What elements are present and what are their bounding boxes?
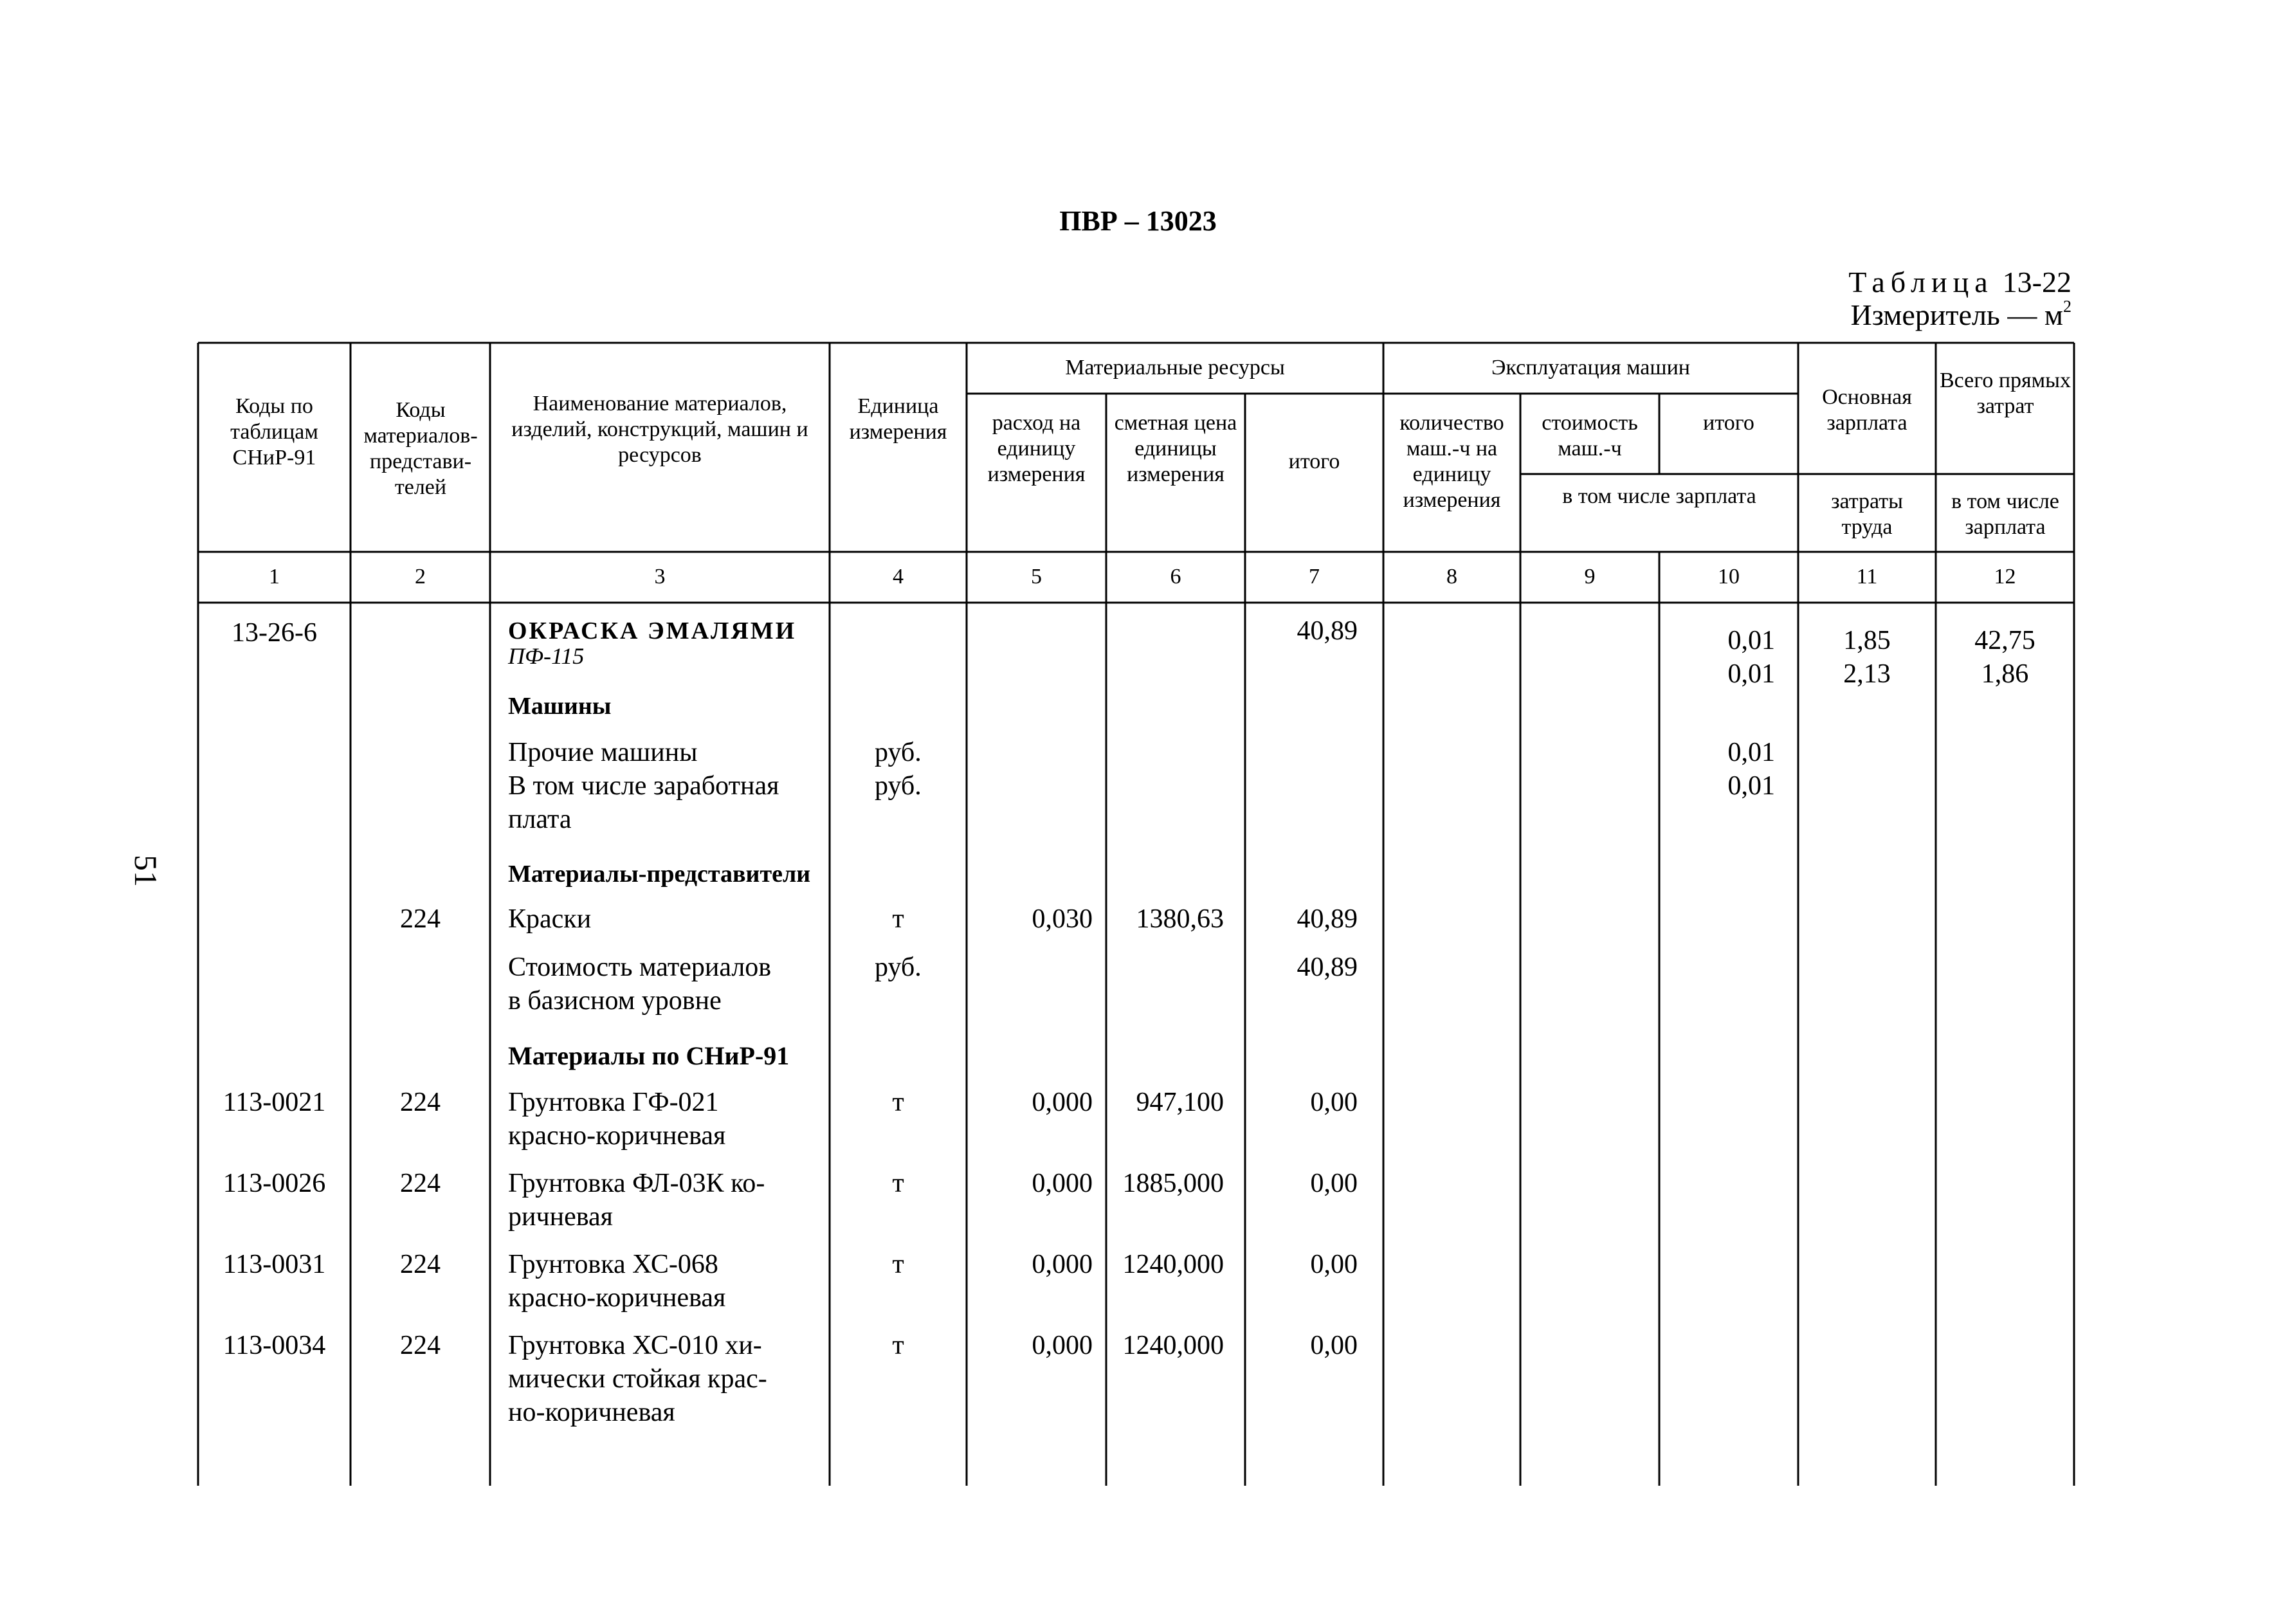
row6-price: 947,100: [1136, 1088, 1224, 1117]
section-machines: Машины: [508, 693, 612, 720]
table-word: Таблица: [1848, 266, 1994, 298]
row1-base-wage: 1,85: [1843, 626, 1891, 655]
row4-rep-code: 224: [400, 904, 441, 934]
col-header-material-total: итого: [1288, 450, 1340, 473]
document-code: ПВР – 13023: [1059, 205, 1217, 237]
col-number-4: 4: [893, 565, 904, 588]
row3-unit: руб.: [875, 771, 922, 801]
row4-name: Краски: [508, 904, 592, 934]
row9-unit: т: [892, 1331, 904, 1360]
row8-total: 0,00: [1310, 1250, 1358, 1279]
unit-text: Измеритель — м: [1850, 298, 2063, 331]
col-header-labor-cost: затраты труда: [1831, 489, 1903, 539]
row9-price: 1240,000: [1122, 1331, 1224, 1360]
col-header-machine-hours: количество маш.-ч на единицу измерения: [1399, 411, 1504, 512]
row1-work-title: ОКРАСКА ЭМАЛЯМИ: [508, 617, 797, 644]
row6-consumption: 0,000: [1032, 1088, 1093, 1117]
row5-name-line2: в базисном уровне: [508, 986, 722, 1016]
row7-consumption: 0,000: [1032, 1169, 1093, 1198]
row6-total: 0,00: [1310, 1088, 1358, 1117]
row5-unit: руб.: [875, 953, 922, 982]
row2-name: Прочие машины: [508, 738, 698, 767]
row6-name-line2: красно-коричневая: [508, 1121, 726, 1151]
row2-machine-total: 0,01: [1727, 738, 1775, 767]
row7-total: 0,00: [1310, 1169, 1358, 1198]
row6-name-line1: Грунтовка ГФ-021: [508, 1088, 719, 1117]
section-snir-materials: Материалы по СНиР-91: [508, 1041, 790, 1070]
row9-name-line2: мически стойкая крас-: [508, 1364, 767, 1394]
col-header-machine-hour-cost: стоимость маш.-ч: [1542, 411, 1638, 461]
row1-machine-wages: 0,01: [1727, 659, 1775, 689]
col-header-machine-total: итого: [1703, 411, 1754, 435]
col-number-5: 5: [1031, 565, 1042, 588]
row6-unit: т: [892, 1088, 904, 1117]
row9-consumption: 0,000: [1032, 1331, 1093, 1360]
row1-direct-wages: 1,86: [1981, 659, 2029, 689]
row9-rep-code: 224: [400, 1331, 441, 1360]
col-number-7: 7: [1309, 565, 1320, 588]
row8-unit: т: [892, 1250, 904, 1279]
row1-labor-cost: 2,13: [1843, 659, 1891, 689]
col-header-total-direct: Всего прямых затрат: [1939, 369, 2071, 418]
row6-snir-code: 113-0021: [223, 1088, 326, 1117]
col-number-10: 10: [1718, 565, 1740, 588]
row1-work-subtitle: ПФ-115: [508, 643, 585, 669]
page-number: 51: [128, 855, 164, 887]
row9-name-line3: но-коричневая: [508, 1398, 675, 1427]
row8-price: 1240,000: [1122, 1250, 1224, 1279]
row1-material-total: 40,89: [1297, 616, 1358, 646]
group-header-material-resources: Материальные ресурсы: [1065, 356, 1285, 379]
row9-total: 0,00: [1310, 1331, 1358, 1360]
col-number-12: 12: [1994, 565, 2016, 588]
row7-snir-code: 113-0026: [223, 1169, 326, 1198]
row8-snir-code: 113-0031: [223, 1250, 326, 1279]
row8-name-line1: Грунтовка ХС-068: [508, 1250, 718, 1279]
row7-unit: т: [892, 1169, 904, 1198]
col-header-name: Наименование материалов, изделий, конструкций, машин и ресурсов: [511, 392, 808, 467]
row5-name-line1: Стоимость материалов: [508, 953, 772, 982]
unit-superscript: 2: [2063, 297, 2071, 316]
col-header-unit: Единица измерения: [849, 394, 947, 444]
row6-rep-code: 224: [400, 1088, 441, 1117]
col-number-11: 11: [1856, 565, 1878, 588]
col-header-base-wage: Основная зарплата: [1822, 385, 1912, 435]
row4-consumption: 0,030: [1032, 904, 1093, 934]
row9-snir-code: 113-0034: [223, 1331, 326, 1360]
col-number-6: 6: [1170, 565, 1181, 588]
row1-machine-total: 0,01: [1727, 626, 1775, 655]
row9-name-line1: Грунтовка ХС-010 хи-: [508, 1331, 762, 1360]
section-representative-materials: Материалы-представители: [508, 861, 811, 888]
row4-price: 1380,63: [1136, 904, 1224, 934]
row7-rep-code: 224: [400, 1169, 441, 1198]
col-number-3: 3: [654, 565, 666, 588]
row8-rep-code: 224: [400, 1250, 441, 1279]
col-number-2: 2: [415, 565, 426, 588]
col-header-consumption: расход на единицу измерения: [987, 411, 1086, 486]
row5-total: 40,89: [1297, 953, 1358, 982]
col-number-8: 8: [1446, 565, 1457, 588]
row2-unit: руб.: [875, 738, 922, 767]
row7-name-line1: Грунтовка ФЛ-03К ко-: [508, 1169, 765, 1198]
row3-name-line1: В том числе заработная: [508, 771, 779, 801]
col-number-9: 9: [1584, 565, 1596, 588]
table-number: 13-22: [2002, 266, 2071, 298]
col-header-incl-wages-9-10: в том числе зарплата: [1562, 484, 1756, 508]
col-header-snir-codes: Коды по таблицам СНиР-91: [230, 394, 318, 470]
row1-total-direct: 42,75: [1974, 626, 2035, 655]
row3-machine-total: 0,01: [1727, 771, 1775, 801]
col-header-price: сметная цена единицы измерения: [1114, 411, 1237, 486]
group-header-machine-operation: Эксплуатация машин: [1491, 356, 1690, 379]
row7-price: 1885,000: [1122, 1169, 1224, 1198]
row8-consumption: 0,000: [1032, 1250, 1093, 1279]
col-header-rep-codes: Коды материалов-представи-телей: [363, 398, 478, 499]
row4-unit: т: [892, 904, 904, 934]
row3-name-line2: плата: [508, 805, 572, 834]
row8-name-line2: красно-коричневая: [508, 1283, 726, 1313]
row7-name-line2: ричневая: [508, 1202, 613, 1232]
col-number-1: 1: [269, 565, 280, 588]
col-header-direct-incl-wages: в том числе зарплата: [1951, 489, 2059, 539]
row1-snir-code: 13-26-6: [232, 618, 317, 648]
row4-total: 40,89: [1297, 904, 1358, 934]
